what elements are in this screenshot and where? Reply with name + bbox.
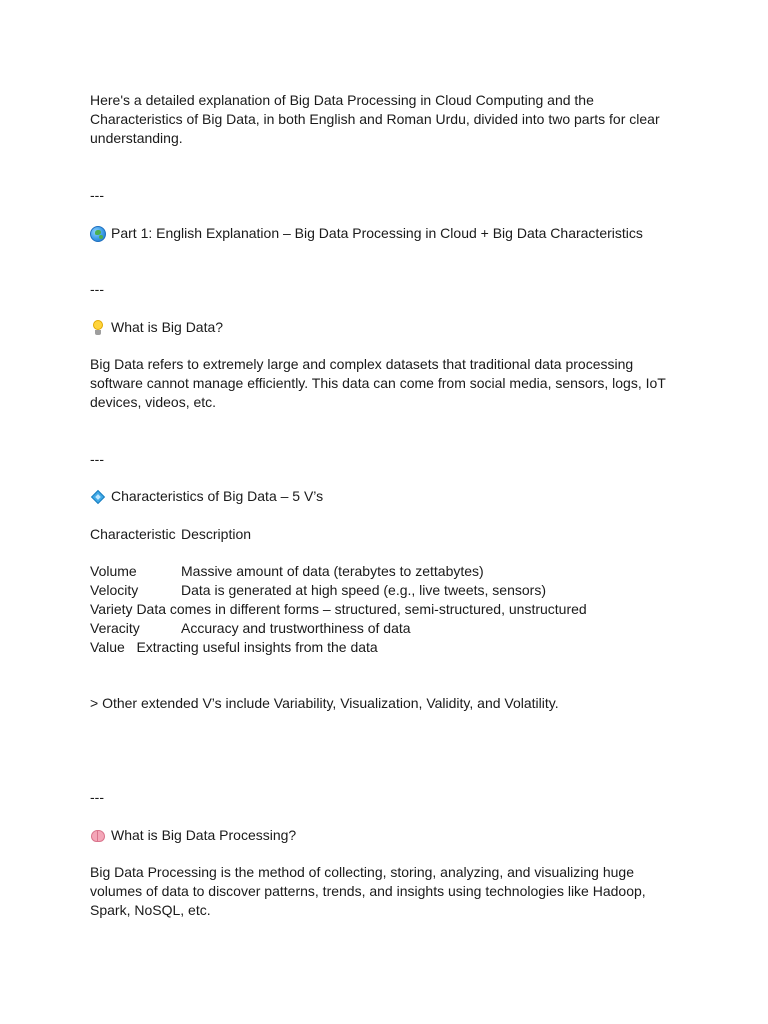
intro-paragraph: Here's a detailed explanation of Big Data Processing in Cloud Computing and the Characteristics of Big Data, in both English and Roman Urdu, divided into two parts for clear understanding. [90,92,660,146]
big-data-heading [90,318,680,337]
separator: --- [90,789,104,805]
separator: --- [90,451,104,467]
processing-heading-text: What is Big Data Processing? [111,827,297,843]
table-cell-desc: Data is generated at high speed (e.g., live tweets, sensors) [181,582,546,598]
table-row [90,600,587,619]
table-cell-desc: Extracting useful insights from the data [136,639,378,655]
brain-icon [90,828,106,844]
characteristics-heading [90,487,680,506]
table-cell-desc: Data comes in different forms – structured, semi-structured, unstructured [136,601,587,617]
separator: --- [90,281,104,297]
processing-paragraph: Big Data Processing is the method of collecting, storing, analyzing, and visualizing huge volumes of data to discover patterns, trends, and insights using technologies like Hadoop, Spark, NoSQL, etc. [90,864,646,918]
big-data-heading-text: What is Big Data? [111,319,224,335]
big-data-paragraph: Big Data refers to extremely large and complex datasets that traditional data processing software cannot manage efficiently. This data can come from social media, sensors, logs, IoT devices, videos, etc. [90,356,666,410]
separator: --- [90,187,104,203]
table-header-description: Description [181,526,252,542]
table-cell-name: Variety [90,601,133,617]
table-cell-name: Volume [90,563,137,579]
extended-vs-note: > Other extended V’s include Variability, Visualization, Validity, and Volatility. [90,695,559,711]
table-cell-name: Value [90,639,125,655]
table-header-characteristic: Characteristic [90,526,176,542]
table-cell-desc: Massive amount of data (terabytes to zettabytes) [181,563,484,579]
processing-heading [90,826,680,845]
table-cell-name: Veracity [90,620,140,636]
characteristics-heading-text: Characteristics of Big Data – 5 V’s [111,488,324,504]
table-cell-name: Velocity [90,582,139,598]
part1-heading [90,224,680,243]
light-bulb-icon [90,320,106,336]
part1-heading-text: Part 1: English Explanation – Big Data Processing in Cloud + Big Data Characteristics [111,225,643,241]
globe-icon [90,226,106,242]
table-row [90,638,378,657]
diamond-icon [90,489,106,505]
table-cell-desc: Accuracy and trustworthiness of data [181,620,411,636]
